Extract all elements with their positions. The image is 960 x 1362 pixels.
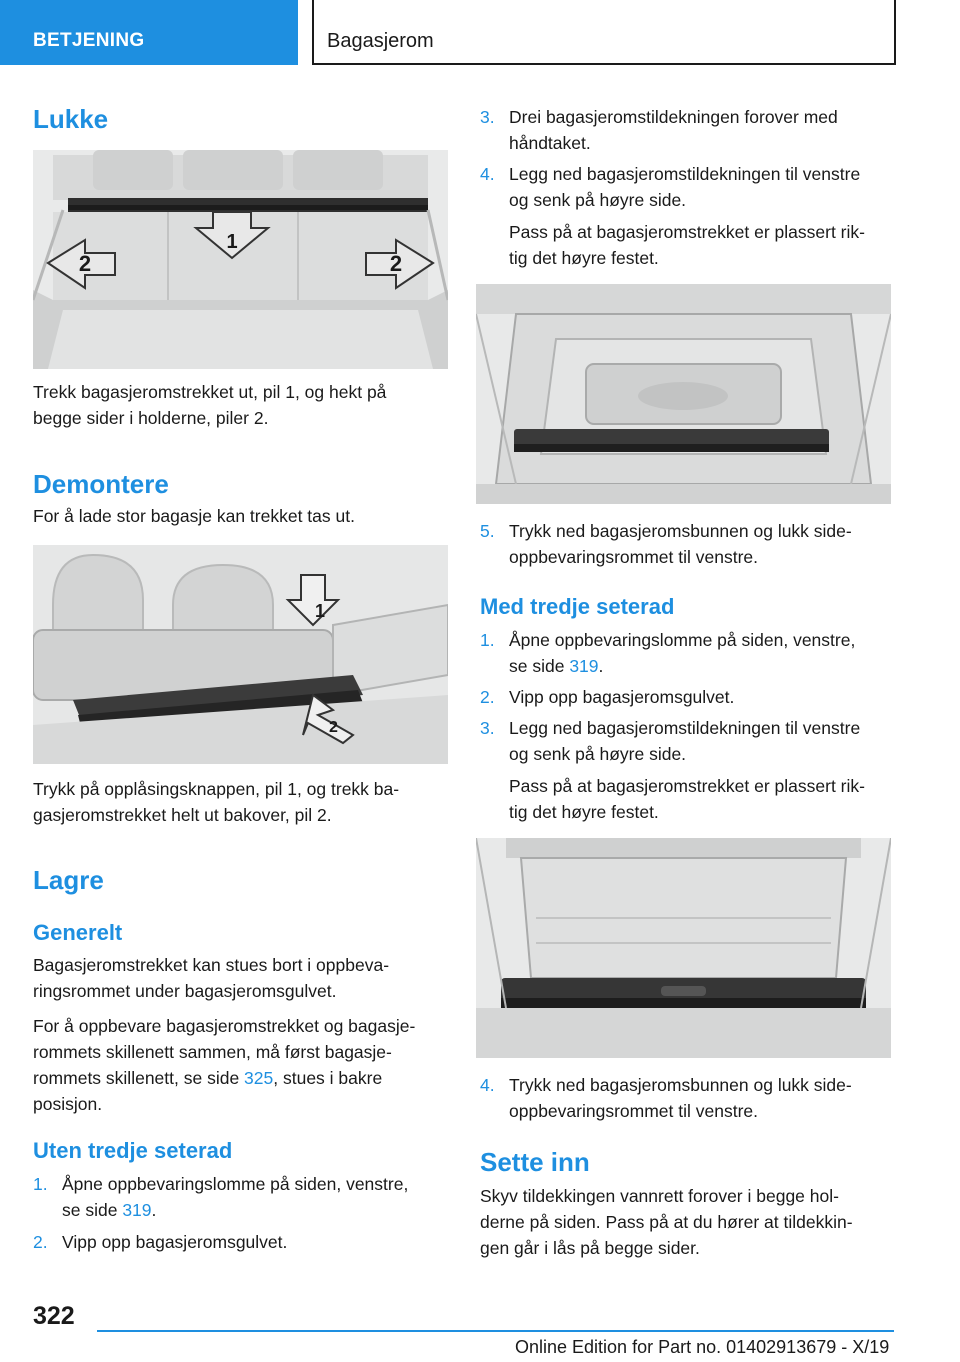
figure-cover-closing bbox=[33, 150, 448, 369]
list-item: 2. Vipp opp bagasjeromsgulvet. bbox=[33, 1232, 288, 1252]
generelt-paragraph-1: Bagasjeromstrekket kan stues bort i oppbeva- ringsrommet under bagasjeromsgulvet. bbox=[33, 955, 390, 1001]
arrow-1-label: 1 bbox=[315, 601, 326, 621]
page-title: Bagasjerom bbox=[327, 30, 434, 52]
footer-edition: Online Edition for Part no. 01402913679 - X/19 bbox=[515, 1337, 890, 1357]
list-item: 1. Åpne oppbevaringslomme på siden, venstre, se side 319. bbox=[33, 1174, 409, 1220]
footer-divider bbox=[97, 1330, 894, 1332]
demontere-caption: Trykk på opplåsingsknappen, pil 1, og trekk ba- gasjeromstrekket helt ut bakover, pil 2. bbox=[33, 779, 400, 825]
arrow-2-right-label: 2 bbox=[389, 251, 403, 276]
arrow-2-label: 2 bbox=[329, 719, 338, 736]
heading-sette-inn: Sette inn bbox=[480, 1147, 590, 1177]
page-link-325[interactable]: 325 bbox=[244, 1068, 274, 1088]
list-item: 3. Drei bagasjeromstildekningen forover med håndtaket. bbox=[480, 107, 838, 153]
section-label: BETJENING bbox=[33, 30, 145, 51]
list-item: 5. Trykk ned bagasjeromsbunnen og lukk side- oppbevaringsrommet til venstre. bbox=[480, 521, 852, 567]
heading-med-tredje-seterad: Med tredje seterad bbox=[480, 594, 675, 619]
figure-cover-removal bbox=[33, 545, 448, 764]
heading-lukke: Lukke bbox=[33, 104, 109, 134]
list-item: 2. Vipp opp bagasjeromsgulvet. bbox=[480, 687, 735, 707]
figure-trunk-storage-1 bbox=[476, 284, 891, 504]
lukke-caption: Trekk bagasjeromstrekket ut, pil 1, og hekt på begge sider i holderne, piler 2. bbox=[33, 382, 387, 428]
arrow-1-label: 1 bbox=[226, 231, 238, 253]
demontere-text: For å lade stor bagasje kan trekket tas ut. bbox=[33, 506, 355, 526]
heading-uten-tredje-seterad: Uten tredje seterad bbox=[33, 1138, 233, 1163]
page-number: 322 bbox=[33, 1302, 75, 1330]
arrow-2-left-label: 2 bbox=[78, 251, 92, 276]
section-tab[interactable] bbox=[0, 0, 298, 65]
list-item: 4. Trykk ned bagasjeromsbunnen og lukk side- oppbevaringsrommet til venstre. bbox=[480, 1075, 852, 1121]
page-link-319[interactable]: 319 bbox=[569, 656, 599, 676]
heading-demontere: Demontere bbox=[33, 469, 169, 499]
list-item: 1. Åpne oppbevaringslomme på siden, venstre, se side 319. bbox=[480, 630, 856, 676]
page-link-319[interactable]: 319 bbox=[122, 1200, 152, 1220]
figure-trunk-storage-2 bbox=[476, 838, 891, 1058]
list-item: 3. Legg ned bagasjeromstildekningen til venstre og senk på høyre side. Pass på at bagasjeromstrekket er plassert rik- tig det høyre festet. bbox=[480, 718, 865, 822]
sette-inn-text: Skyv tildekkingen vannrett forover i begge hol- derne på siden. Pass på at du hører at tildekkin- gen går i lås på begge sider. bbox=[480, 1186, 853, 1258]
heading-generelt: Generelt bbox=[33, 920, 123, 945]
heading-lagre: Lagre bbox=[33, 865, 104, 895]
list-item: 4. Legg ned bagasjeromstildekningen til venstre og senk på høyre side. Pass på at bagasjeromstrekket er plassert rik- tig det høyre festet. bbox=[480, 164, 865, 268]
page-header bbox=[312, 0, 896, 65]
generelt-paragraph-2: For å oppbevare bagasjeromstrekket og bagasje- rommets skillenett sammen, må først bagasje- rommets skillenett, se side 325, stues i bakre posisjon. bbox=[33, 1016, 416, 1114]
